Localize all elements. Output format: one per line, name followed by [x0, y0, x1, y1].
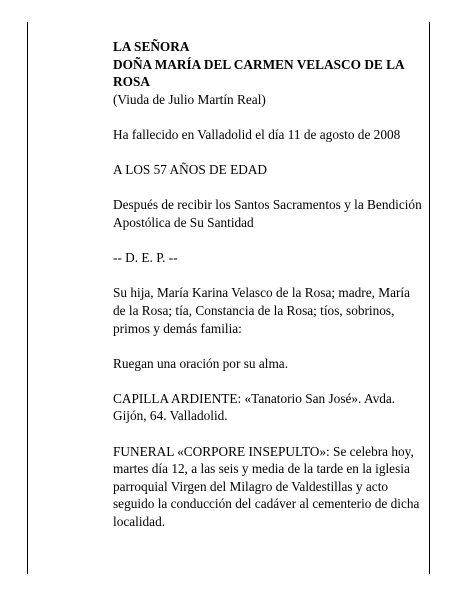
right-border-line: [429, 22, 430, 574]
chapel-paragraph: CAPILLA ARDIENTE: «Tanatorio San José». Avda. Gijón, 64. Valladolid.: [113, 390, 396, 424]
deceased-name-line-1: DOÑA MARÍA DEL CARMEN VELASCO DE LA: [113, 56, 405, 72]
left-border-line: [27, 22, 28, 574]
obituary-notice: [113, 38, 423, 531]
prayer-request: Ruegan una oración por su alma.: [113, 355, 289, 371]
sacraments-paragraph: Después de recibir los Santos Sacramentos y la Bendición Apostólica de Su Santidad: [113, 197, 422, 230]
honorific: LA SEÑORA: [113, 39, 190, 54]
family-paragraph: Su hija, María Karina Velasco de la Rosa; madre, María de la Rosa; tía, Constancia de la Rosa; tíos, sobrinos, primos y demás familia:: [113, 285, 410, 336]
death-statement: Ha fallecido en Valladolid el día 11 de agosto de 2008: [113, 126, 401, 142]
widow-of: (Viuda de Julio Martín Real): [113, 91, 266, 107]
funeral-paragraph: FUNERAL «CORPORE INSEPULTO»: Se celebra hoy, martes día 12, a las seis y media de la tarde en la iglesia parroquial Virgen del Milagro de Valdestillas y acto seguido la conducción del cadáver al cementerio de dicha localidad.: [113, 443, 420, 530]
dep-line: -- D. E. P. --: [113, 250, 178, 266]
deceased-name-line-2: ROSA: [113, 74, 150, 90]
age-statement: A LOS 57 AÑOS DE EDAD: [113, 162, 268, 178]
